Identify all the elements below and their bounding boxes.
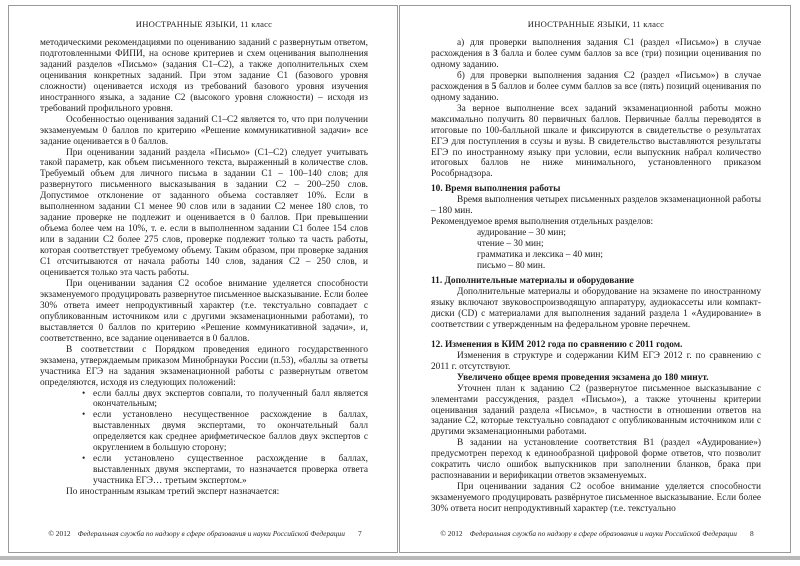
paragraph <box>40 115 368 148</box>
section-heading <box>431 340 761 351</box>
paragraph <box>431 482 761 515</box>
text-run: аудирование – 30 мин; <box>477 228 566 239</box>
paragraph <box>431 351 761 373</box>
bold-text-run: 11. Дополнительные материалы и оборудование <box>431 276 634 287</box>
detail-line <box>477 261 761 272</box>
detail-line <box>477 250 761 261</box>
text-run: По иностранным языкам третий эксперт назначается: <box>66 487 280 498</box>
text-run: если установлено несущественное расхождение в баллах, выставленных двумя экспертами, то окончательный балл определяется как среднее арифметическое баллов двух экспертов с округлением в большую сторону; <box>93 410 368 454</box>
paragraph <box>431 384 761 439</box>
page-8-content <box>400 6 790 552</box>
text-run: балла и более сумм баллов за все (три) позиции оценивания по одному заданию. <box>431 48 761 70</box>
page-header-title: ИНОСТРАННЫЕ ЯЗЫКИ, 11 класс <box>527 19 665 29</box>
page-number: 8 <box>749 529 754 538</box>
bold-text-run: 3 <box>493 48 498 59</box>
paragraph <box>431 287 761 331</box>
bold-text-run: 5 <box>491 81 497 92</box>
page-footer <box>35 529 375 538</box>
paragraph <box>431 373 761 384</box>
text-run: Дополнительные материалы и оборудование на экзамене по иностранному языку включают звуковоспроизводящую аппаратуру, аудиокассеты или компакт-диски (CD) с материалами для выполнения заданий раздела 1 «Аудирование» в соответствии с утвержденным на федеральном уровне перечнем. <box>431 286 761 330</box>
text-run: если баллы двух экспертов совпали, то полученный балл является окончательным; <box>93 388 368 410</box>
footer-organization: Федеральная служба по надзору в сфере образования и науки Российской Федерации <box>469 529 737 538</box>
text-run: При оценивании заданий раздела «Письмо» (С1–С2) следует учитывать такой параметр, как объем письменного текста, выраженный в количестве слов. Требуемый объем для личного письма в задании С1 – 100–140 слов; для развернутого письменного высказывания в задании С2 – 200–250 слов. Допустимое отклонение от заданного объема составляет 10%. Если в выполненном задании С1 менее 90 слов или в задании С2 менее 180 слов, то задание проверке не подлежит и оценивается в 0 баллов. При превышении объема более чем на 10%, т. е. если в выполненном задании С1 более 154 слов или в задании С2 более 275 слов, проверке подлежит только та часть работы, которая соответствует требуемому объему. Таким образом, при проверке задания С1 отсчитываются от начала работы 140 слов, задания С2 – 250 слов, и оценивается только эта часть работы. <box>40 147 368 279</box>
text-run: Рекомендуемое время выполнения отдельных разделов: <box>431 217 654 228</box>
paragraph <box>40 148 368 279</box>
bold-text-run: 10. Время выполнения работы <box>431 184 561 195</box>
text-run: баллов и более сумм баллов за все (пять) позиций оценивания по одному заданию. <box>431 81 761 103</box>
bold-text-run: 12. Изменения в КИМ 2012 года по сравнению с 2011 годом. <box>431 339 683 350</box>
paragraph <box>431 71 761 104</box>
text-run: При оценивании задания С2 особое внимание уделяется способности экзаменуемого продуцировать развёрнутое письменное высказывание. Если более 30% ответа носит непродуктивный характер (т.е. текстуально <box>431 482 761 515</box>
text-run: грамматика и лексика – 40 мин; <box>477 250 603 261</box>
page-number: 7 <box>357 529 362 538</box>
text-run: чтение – 30 мин; <box>477 239 544 250</box>
text-run: За верное выполнение всех заданий экзаменационной работы можно максимально получить 80 первичных баллов. Первичные баллы переводятся в итоговые по 100-балльной шкале и фиксируются в свидетельстве о результатах ЕГЭ для поступления в ссузы и вузы. В свидетельство выставляются результаты ЕГЭ по иностранному языку при условии, если выпускник набрал количество итоговых баллов не ниже минимального, установленного приказом Рособрнадзора. <box>431 103 761 180</box>
paragraph <box>40 345 368 389</box>
section-heading <box>431 276 761 287</box>
text-run: письмо – 80 мин. <box>477 261 546 272</box>
footer-copyright: © 2012 <box>48 529 71 538</box>
bullet-item <box>82 410 368 454</box>
bullet-item <box>82 454 368 487</box>
text-run: Уточнен план к заданию С2 (развернутое письменное высказывание с элементами рассуждения, раздел «Письмо»), а также уточнены критерии оценивания заданий раздела «Письмо», в частности в отношении ответов на задание С2, которые текстуально совпадают с опубликованным источником или с другими экзаменационными работами. <box>431 383 761 438</box>
text-run: В соответствии с Порядком проведения единого государственного экзамена, утверждаемым приказом Минобрнауки России (п.53), «баллы за ответы участника ЕГЭ на задания экзаменационной работы с развернутым ответом определяются, исходя из следующих положений: <box>40 344 368 388</box>
text-run: Особенностью оценивания заданий С1–С2 является то, что при получении экзаменуемым 0 баллов по критерию «Решение коммуникативной задачи» все задание оценивается в 0 баллов. <box>40 114 368 147</box>
paragraph <box>40 38 368 115</box>
paragraph <box>40 487 368 498</box>
text-run: При оценивании задания С2 особое внимание уделяется способности экзаменуемого продуцировать развернутое письменное высказывание. Если более 30% ответа имеет непродуктивный характер (т.е. текстуально совпадает с опубликованным источником или с другими экзаменационными работами), то выставляется 0 баллов по критерию «Решение коммуникативной задачи», и, соответственно, все задание оценивается в 0 баллов. <box>40 278 368 344</box>
text-run: Время выполнения четырех письменных разделов экзаменационной работы – 180 мин. <box>431 195 761 217</box>
page-header-title: ИНОСТРАННЫЕ ЯЗЫКИ, 11 класс <box>135 19 273 29</box>
paragraph <box>40 279 368 345</box>
text-run: б) для проверки выполнения задания С2 (раздел «Письмо») в случае расхождения в <box>431 70 761 92</box>
footer-organization: Федеральная служба по надзору в сфере образования и науки Российской Федерации <box>77 529 345 538</box>
paragraph <box>431 195 761 217</box>
bullet-item <box>82 389 368 411</box>
section-heading <box>431 184 761 195</box>
paragraph <box>431 104 761 181</box>
page-footer <box>426 529 768 538</box>
page-7 <box>8 5 398 553</box>
text-line <box>431 217 761 228</box>
page-8 <box>399 5 791 553</box>
text-run: методическими рекомендациями по оцениванию заданий с развернутым ответом, подготовленными ФИПИ, на основе критериев и схем оценивания выполнения заданий разделов «Письмо» (задания С1–С2), а также дополнительных схем оценивания конкретных заданий. При этом задание С1 (базового уровня сложности) оценивается исходя из требований базового уровня изучения иностранного языка, а задание С2 (высокого уровня сложности) – исходя из требований профильного уровня. <box>40 38 368 114</box>
footer-copyright: © 2012 <box>440 529 463 538</box>
detail-line <box>477 239 761 250</box>
text-run: если установлено существенное расхождение в баллах, выставленных двумя экспертами, то назначается проверка ответа участника ЕГЭ… третьим экспертом.» <box>93 454 368 487</box>
paragraph <box>431 438 761 482</box>
text-run: Изменения в структуре и содержании КИМ ЕГЭ 2012 г. по сравнению с 2011 г. отсутствуют. <box>431 350 761 372</box>
text-run: а) для проверки выполнения задания С1 (раздел «Письмо») в случае расхождения в <box>431 38 761 59</box>
bold-text-run: Увеличено общее время проведения экзамена до 180 минут. <box>457 372 709 383</box>
text-run: В задании на установление соответствия В1 (раздел «Аудирование») предусмотрен переход к единообразной цифровой форме ответов, что позволит сократить число ошибок выпускников при заполнении бланков, брака при распознавании и верификации ответов экзаменуемых. <box>431 438 761 482</box>
page-7-body <box>40 38 368 498</box>
paragraph <box>431 38 761 71</box>
page-7-content <box>9 6 397 552</box>
detail-line <box>477 228 761 239</box>
page-8-body <box>431 38 761 515</box>
page-shadow-bar <box>0 556 800 560</box>
